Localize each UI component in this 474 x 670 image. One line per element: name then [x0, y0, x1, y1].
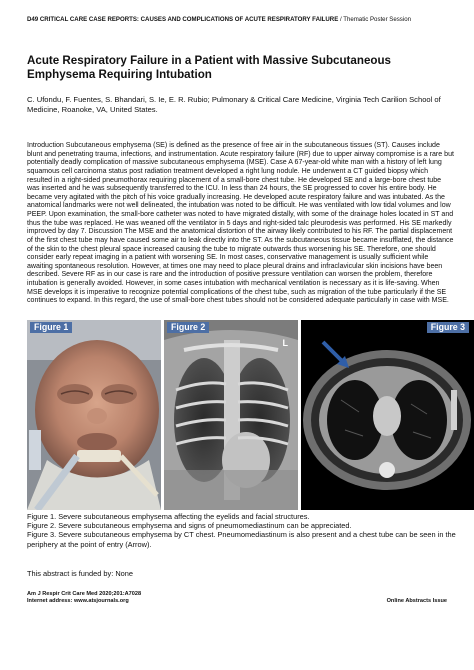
- session-code: D49 CRITICAL CARE CASE REPORTS: CAUSES AND COMPLICATIONS OF ACUTE RESPIRATORY FAILURE: [27, 16, 339, 23]
- figure-1-photo: [27, 320, 161, 510]
- session-type: / Thematic Poster Session: [338, 16, 411, 23]
- author-affiliations: C. Ufondu, F. Fuentes, S. Bhandari, S. Ie, E. R. Rubio; Pulmonary & Critical Care Medicine, Virginia Tech Carilion School of Medicine, Roanoke, VA, United States.: [27, 95, 441, 115]
- abstract-body: Introduction Subcutaneous emphysema (SE) is defined as the presence of free air in the subcutaneous tissues (ST). Causes include blunt and penetrating trauma, infections, and instrumentation. Acute respiratory failure (RF) due to upper airway compromise is a rare but potentially deadly complication of massive subcutaneous emphysema (MSE). Case A 67-year-old white man with a history of left lung squamous cell carcinoma status post radiation treatment developed a right lung nodule. He underwent a CT guided biopsy which resulted in a right-sided pneumothorax requiring placement of a small-bore chest tube. He developed SE and a large-bore chest tube was inserted and he was subsequently transferred to the ICU. In less than 24 hours, the SE progressed to cover his entire body. He became very agitated with the pitch of his voice gradually increasing. He developed acute respiratory failure and was intubated. As the anatomical landmarks were not well delineated, the intubation was noted to be difficult. He was ventilated with low tidal volumes and low PEEP. Upon examination, the small-bore catheter was noted to have migrated distally, with some of the drainage holes located in ST and thus the tube was replaced. He was weaned off the ventilator in 5 days and right-sided talc pleurodesis was performed. His SE markedly improved by day 7. Discussion The MSE and the anatomical distortion of the airway likely contributed to his RF. The partial displacement of the first chest tube may have caused some air to leak directly into the ST. As the subcutaneous tissue became insufflated, the distance of the skin to the chest pleural space increased causing the tube to migrate outwards thus worsening his SE. Therefore, one should consider early repeat imaging in a patient with worsening SE. In most cases, conservative management is usually sufficient while awaiting spontaneous resolution. However, at times one may need to place pleural drains and infraclavicular skin incisions have been described. Severe RF as in our case is rare and the introduction of positive pressure ventilation can worsen the problem, therefore intubation is generally avoided. However, in some cases intubation with mechanical ventilation is necessary as it is life-saving. When MSE develops it is imperative to recognize potential complications of the chest tube, such as migration of the tube particularly if the SE continues to expand. In this regard, the use of small-bore chest tubes should not be considered adequate particularly in case with MSE.: [27, 142, 454, 305]
- figure-3-label: Figure 3: [427, 322, 469, 333]
- figure-2-xray: [164, 320, 298, 510]
- funding-statement: This abstract is funded by: None: [27, 569, 133, 578]
- footer-citation-block: [27, 591, 141, 606]
- internet-address: Internet address: www.atsjournals.org: [27, 598, 129, 605]
- abstract-title: Acute Respiratory Failure in a Patient with Massive Subcutaneous Emphysema Requiring Intubation: [27, 54, 392, 81]
- issue-label: Online Abstracts Issue: [386, 598, 447, 604]
- figure-3-ct: [301, 320, 474, 510]
- figure-panel: [27, 320, 474, 510]
- session-header: [27, 16, 457, 24]
- figure-1-label: Figure 1: [30, 322, 72, 333]
- figure-3-caption: Figure 3. Severe subcutaneous emphysema by CT chest. Pneumomediastinum is also present and a chest tube can be seen in the periphery at the point of entry (Arrow).: [27, 530, 456, 549]
- figure-2-label: Figure 2: [167, 322, 209, 333]
- figure-captions: [27, 512, 457, 549]
- figure-2-side-marker: L: [282, 338, 288, 348]
- figure-1-caption: Figure 1. Severe subcutaneous emphysema affecting the eyelids and facial structures.: [27, 512, 310, 521]
- figure-2-caption: Figure 2. Severe subcutaneous emphysema and signs of pneumomediastinum can be appreciated.: [27, 521, 352, 531]
- journal-citation: Am J Respir Crit Care Med 2020;201:A7028: [27, 591, 142, 597]
